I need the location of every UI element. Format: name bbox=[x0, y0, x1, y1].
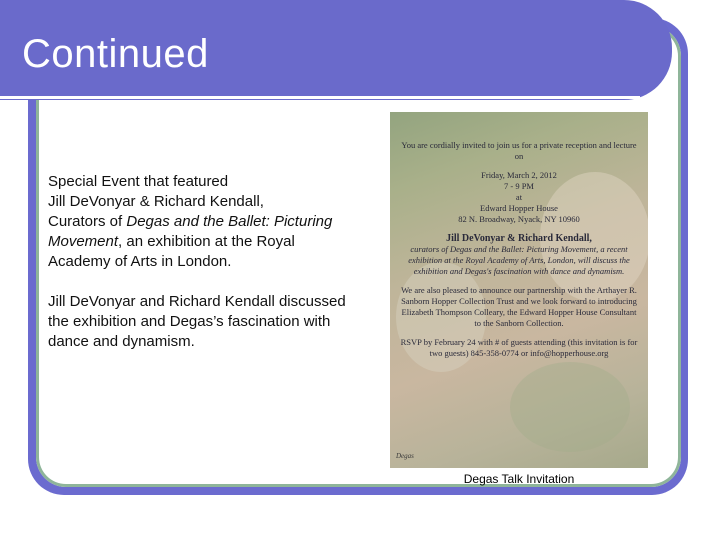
exhibition-desc: , an exhibition at the Royal Academy of Arts in London. bbox=[48, 233, 295, 270]
invite-address: 82 N. Broadway, Nyack, NY 10960 bbox=[458, 214, 580, 224]
invite-at: at bbox=[515, 192, 523, 202]
curators-names: Jill DeVonyar & Richard Kendall, bbox=[48, 193, 264, 210]
dancer-figure-bottom bbox=[510, 362, 630, 452]
invite-speakers-desc: curators of Degas and the Ballet: Picturing Movement, a recent exhibition at the Royal Academy of Arts, London, will discuss the exhibition and Degas's fascination with dance and dynamism. bbox=[408, 244, 630, 276]
invite-rsvp: RSVP by February 24 with # of guests attending (this invitation is for two guests) 845-358-0774 or info@hopperhouse.org bbox=[400, 337, 638, 358]
slide-title: Continued bbox=[22, 32, 209, 76]
invite-time: 7 - 9 PM bbox=[504, 181, 534, 191]
title-bar bbox=[0, 0, 672, 100]
invite-venue: Edward Hopper House bbox=[480, 203, 558, 213]
image-caption: Degas Talk Invitation bbox=[463, 472, 575, 486]
paragraph-discussion: Jill DeVonyar and Richard Kendall discussed the exhibition and Degas’s fascination with dance and dynamism. bbox=[48, 293, 346, 350]
invitation-text bbox=[400, 140, 638, 359]
invitation-image bbox=[390, 112, 648, 468]
artist-signature: Degas bbox=[396, 452, 414, 460]
invite-speakers: Jill DeVonyar & Richard Kendall, bbox=[446, 233, 592, 244]
invite-intro: You are cordially invited to join us for a private reception and lecture on bbox=[401, 140, 637, 161]
invite-date: Friday, March 2, 2012 bbox=[481, 170, 557, 180]
paragraph-event bbox=[48, 172, 348, 272]
body-text bbox=[48, 172, 348, 372]
curators-of-label: Curators of bbox=[48, 213, 127, 230]
invite-partnership: We are also pleased to announce our partnership with the Arthayer R. Sanborn Hopper Collection Trust and we look forward to introducing Elizabeth Thompson Colleary, the Edward Hopper House Consultant to the Sanborn Collection. bbox=[401, 285, 637, 328]
event-intro: Special Event that featured bbox=[48, 173, 229, 190]
title-underline bbox=[0, 96, 640, 99]
exhibition-title: Degas and the Ballet: Picturing Movement bbox=[48, 213, 333, 250]
